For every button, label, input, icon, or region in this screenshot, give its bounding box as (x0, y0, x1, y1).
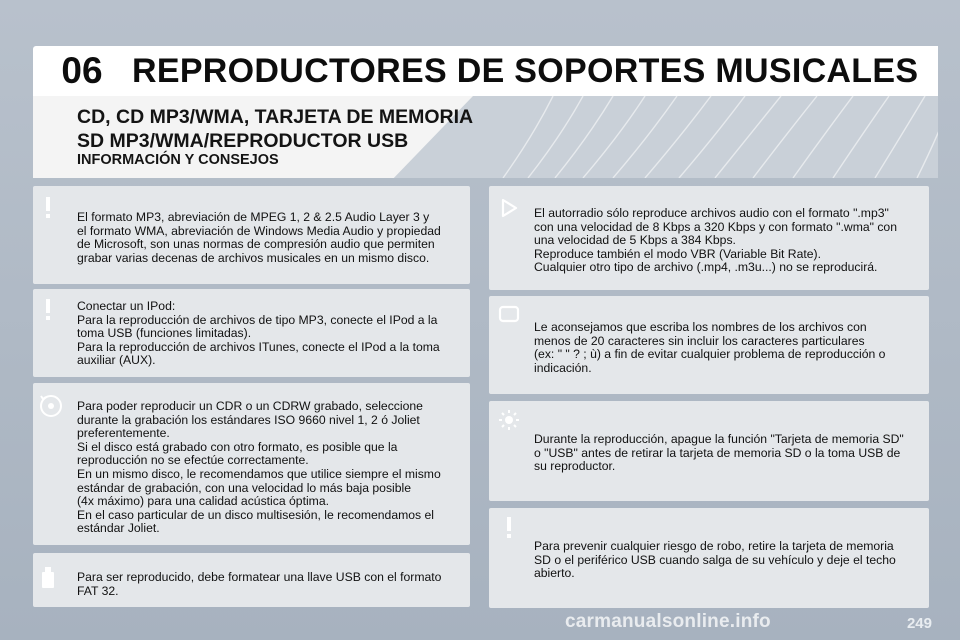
section-title-line1: CD, CD MP3/WMA, TARJETA DE MEMORIA (77, 106, 474, 128)
page-number: 249 (906, 615, 932, 632)
info-text: Para poder reproducir un CDR o un CDRW grabado, seleccione durante la grabación los estándares ISO 9660 nivel 1, 2 ó Joliet preferentemente. Si el disco está grabado con otro formato, es posible que la reproducción no se efectúe correctamente. En un mismo disco, le recomendamos que utilice siempre el mismo estándar de grabación, con una velocidad lo más baja posible (4x máximo) para una calidad acústica óptima. En el caso particular de un disco multisesión, le recomendamos el estándar Joliet. (77, 399, 441, 536)
info-text: El formato MP3, abreviación de MPEG 1, 2 & 2.5 Audio Layer 3 y el formato WMA, abreviación de Windows Media Audio y propiedad de Microsoft, son unas normas de compresión audio que permiten grabar varias decenas de archivos musicales en un mismo disco. (77, 210, 441, 265)
watermark: carmanualsonline.info (565, 611, 771, 632)
info-text: Conectar un IPod: Para la reproducción de archivos de tipo MP3, conecte el IPod a la toma USB (funciones limitadas). Para la reproducción de archivos ITunes, conecte el IPod a la toma auxiliar (AUX). (77, 299, 440, 368)
play-icon (496, 195, 522, 221)
section-subtitle: INFORMACIÓN Y CONSEJOS (77, 152, 279, 168)
sun-icon (496, 407, 522, 433)
exclamation-icon (35, 195, 61, 221)
info-text: El autorradio sólo reproduce archivos audio con el formato ".mp3" con una velocidad de 8 Kbps a 320 Kbps y con formato ".wma" con una velocidad de 5 Kbps a 384 Kbps. Reproduce también el modo VBR (Variable Bit Rate). Cualquier otro tipo de archivo (.mp4, .m3u...) no se reproducirá. (534, 206, 897, 275)
info-text: Para prevenir cualquier riesgo de robo, retire la tarjeta de memoria SD o el periférico USB cuando salga de su vehículo y deje el techo abierto. (534, 539, 896, 581)
exclamation-icon (35, 297, 61, 323)
info-text: Para ser reproducido, debe formatear una llave USB con el formato FAT 32. (77, 570, 442, 598)
info-text: Durante la reproducción, apague la función "Tarjeta de memoria SD" o "USB" antes de retirar la tarjeta de memoria SD o la toma USB de su reproductor. (534, 432, 904, 474)
screen-icon (496, 301, 522, 327)
section-title-line2: SD MP3/WMA/REPRODUCTOR USB (77, 130, 409, 152)
page-title: REPRODUCTORES DE SOPORTES MUSICALES (132, 52, 919, 90)
info-text: Le aconsejamos que escriba los nombres de los archivos con menos de 20 caracteres sin incluir los caracteres particulares (ex: " " ? ; ù) a fin de evitar cualquier problema de reproducción o indicación. (534, 320, 886, 375)
exclamation-icon (496, 515, 522, 541)
usb-key-icon (35, 565, 61, 591)
chapter-number: 06 (61, 50, 103, 91)
disc-icon (38, 393, 64, 419)
